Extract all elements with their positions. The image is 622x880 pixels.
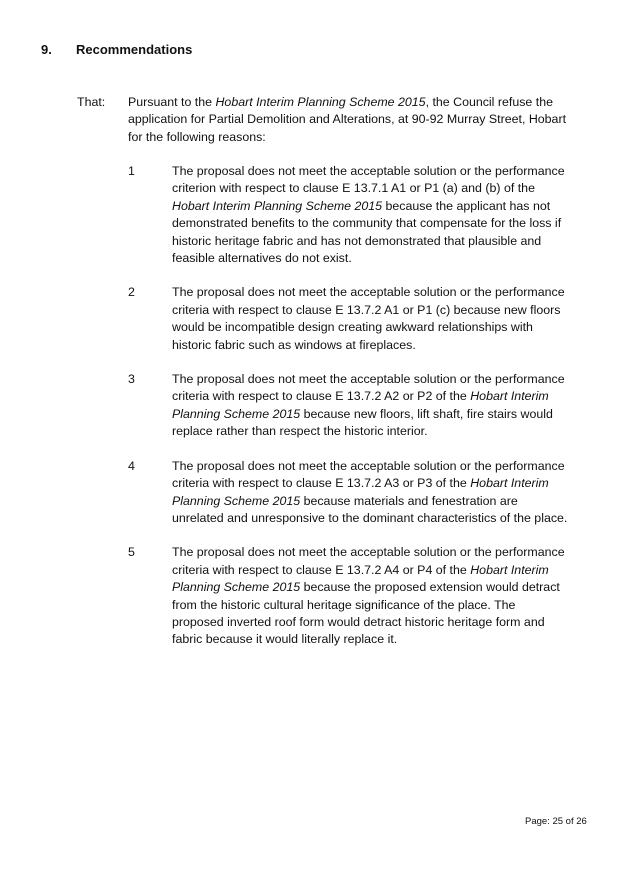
- reason-item: [128, 284, 578, 354]
- reason-item: [128, 544, 578, 648]
- reason-number: 4: [128, 458, 135, 473]
- reason-text: [172, 371, 568, 441]
- resolution-label: That:: [77, 95, 106, 109]
- resolution-intro: [128, 94, 578, 146]
- reasons-list: [128, 163, 578, 666]
- page-number: Page: 25 of 26: [525, 816, 587, 827]
- reason-text-before: The proposal does not meet the acceptable solution or the performance criteria with respect to clause E 13.7.2 A2 or P2 of the: [172, 372, 565, 404]
- reason-scheme-name: Hobart Interim Planning Scheme 2015: [172, 389, 549, 421]
- reason-text-after: because new floors, lift shaft, fire stairs would replace rather than respect the historic interior.: [172, 406, 553, 439]
- section-number: 9.: [41, 42, 52, 57]
- reason-number: 5: [128, 545, 135, 560]
- reason-scheme-name: Hobart Interim Planning Scheme 2015: [172, 198, 383, 213]
- reason-text-after: because materials and fenestration are unrelated and unresponsive to the dominant characteristics of the place.: [172, 493, 568, 525]
- reason-item: [128, 163, 578, 267]
- reason-text-before: The proposal does not meet the acceptable solution or the performance criteria with respect to clause E 13.7.2 A4 or P4 of the: [172, 545, 565, 577]
- reason-text-before: The proposal does not meet the acceptable solution or the performance criteria with respect to clause E 13.7.2 A1 or P1 (c) because new floors would be incompatible design creating awkward relationships with historic fabric such as windows at fireplaces.: [172, 285, 565, 352]
- reason-item: [128, 371, 578, 441]
- reason-text: [172, 163, 568, 267]
- reason-number: 2: [128, 285, 135, 300]
- reason-text-after: because the proposed extension would detract from the historic cultural heritage significance of the place. The proposed inverted roof form would detract historic heritage form and fabric because it would literally replace it.: [172, 580, 560, 647]
- section-title: Recommendations: [76, 42, 193, 57]
- reason-item: [128, 458, 578, 528]
- reason-text-before: The proposal does not meet the acceptable solution or the performance criteria with respect to clause E 13.7.2 A3 or P3 of the: [172, 458, 565, 491]
- intro-text-pre: Pursuant to the: [128, 95, 216, 109]
- intro-text-post: , the Council refuse the application for Partial Demolition and Alterations, at 90-92 Murray Street, Hobart for the following reasons:: [128, 95, 567, 144]
- section-heading: [41, 41, 192, 58]
- intro-plan-name: Hobart Interim Planning Scheme 2015: [215, 95, 426, 109]
- reason-number: 1: [128, 164, 135, 178]
- reason-scheme-name: Hobart Interim Planning Scheme 2015: [172, 476, 549, 508]
- reason-text-after: because the applicant has not demonstrated benefits to the community that compensate for the loss if historic heritage fabric and has not demonstrated that plausible and feasible alternatives do not exist.: [172, 198, 562, 266]
- reason-text: [172, 458, 568, 528]
- reason-text: [172, 544, 568, 648]
- reason-number: 3: [128, 372, 135, 387]
- reason-scheme-name: Hobart Interim Planning Scheme 2015: [172, 562, 549, 595]
- reason-text-before: The proposal does not meet the acceptable solution or the performance criterion with respect to clause E 13.7.1 A1 or P1 (a) and (b) of the: [172, 164, 565, 196]
- reason-text: [172, 284, 568, 354]
